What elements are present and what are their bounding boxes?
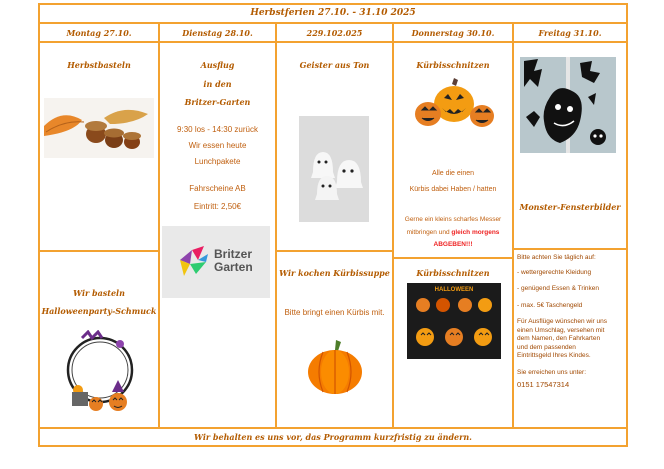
friday-para-2: dem Namen, den Fahrkarten: [517, 335, 601, 342]
pumpkin-image: [305, 336, 365, 396]
monday-top-title: Herbstbasteln: [67, 60, 131, 70]
tuesday-title-3: Britzer-Garten: [184, 97, 251, 107]
logo-text-2: Garten: [214, 260, 253, 274]
thursday-top-title: Kürbisschnitzen: [416, 60, 490, 70]
monster-window-picture-image: [520, 57, 616, 153]
page-title: Herbstferien 27.10. - 31.10 2025: [250, 8, 416, 18]
wednesday-bottom-text: Bitte bringt einen Kürbis mit.: [284, 308, 385, 317]
pumpkin-carving-poster-image: [407, 283, 501, 359]
thursday-line-4: [394, 229, 512, 236]
friday-note-2: - genügend Essen & Trinken: [517, 285, 600, 292]
friday-para-1: einen Umschlag, versehen mit: [517, 326, 605, 334]
tuesday-line-2: Wir essen heute: [188, 141, 247, 150]
day-header-tuesday: Dienstag 28.10.: [182, 28, 253, 38]
friday-para-0: Für Ausflüge wünschen wir uns: [517, 318, 607, 325]
day-header-friday: Freitag 31.10.: [538, 28, 602, 38]
thursday-line-3: Gerne ein kleins scharfes Messer: [404, 216, 502, 223]
poster-label: HALLOWEEN: [434, 287, 474, 293]
monday-bottom-title-1: Wir basteln: [73, 288, 125, 298]
wednesday-bottom-title: Wir kochen Kürbissuppe: [279, 268, 390, 278]
tuesday-line-5: Eintritt: 2,50€: [193, 202, 242, 211]
friday-note-1: - wettergerechte Kleidung: [517, 268, 592, 276]
thursday-line-2: Kürbis dabei Haben / hatten: [409, 186, 497, 193]
logo-text-1: Britzer: [214, 247, 253, 261]
thursday-line-4a: mitbringen und: [406, 229, 452, 236]
tuesday-title-2: in den: [203, 79, 232, 89]
clay-ghosts-image: [299, 116, 369, 222]
row-divider-wednesday: [275, 250, 392, 252]
britzer-garten-logo: [162, 226, 270, 298]
monday-bottom-title-2: Halloweenparty-Schmuck: [41, 306, 157, 316]
friday-para-3: und dem passenden: [517, 343, 576, 351]
row-divider-friday: [512, 248, 628, 250]
friday-contact-1: Sie erreichen uns unter:: [517, 368, 587, 376]
jack-o-lanterns-image: [412, 76, 496, 132]
friday-contact-2: 0151 17547314: [517, 380, 570, 389]
friday-note-3: - max. 5€ Taschengeld: [517, 301, 583, 309]
tuesday-line-3: Lunchpakete: [194, 157, 241, 166]
tuesday-title-1: Ausflug: [200, 60, 235, 70]
day-header-monday: Montag 27.10.: [66, 28, 132, 38]
col-divider-4: [512, 22, 514, 427]
thursday-line-5: ABGEBEN!!!: [433, 241, 473, 248]
friday-para-4: Eintrittsgeld Ihres Kindes.: [517, 352, 591, 359]
thursday-line-4b: gleich morgens: [451, 229, 500, 236]
day-header-thursday: Donnerstag 30.10.: [411, 28, 495, 38]
garden-flower-icon: [176, 244, 210, 280]
thursday-bottom-title: Kürbisschnitzen: [416, 268, 490, 278]
row-divider-monday: [38, 250, 158, 252]
tuesday-line-1: 9:30 los - 14:30 zurück: [177, 125, 258, 134]
col-divider-2: [275, 22, 277, 427]
friday-top-title: Monster-Fensterbilder: [519, 202, 621, 212]
row-divider-thursday: [392, 257, 512, 259]
thursday-line-1: Alle die einen: [431, 170, 475, 177]
col-divider-3: [392, 22, 394, 427]
halloween-wreath-image: [58, 330, 140, 416]
friday-note-0: Bitte achten Sie täglich auf:: [517, 254, 596, 261]
acorn-leaf-image: [44, 98, 154, 158]
footer-note: Wir behalten es uns vor, das Programm kurzfristig zu ändern.: [194, 432, 472, 442]
wednesday-top-title: Geister aus Ton: [299, 60, 370, 70]
tuesday-line-4: Fahrscheine AB: [189, 184, 246, 193]
friday-notes: [517, 254, 625, 390]
day-header-wednesday: 229.102.025: [306, 28, 363, 38]
